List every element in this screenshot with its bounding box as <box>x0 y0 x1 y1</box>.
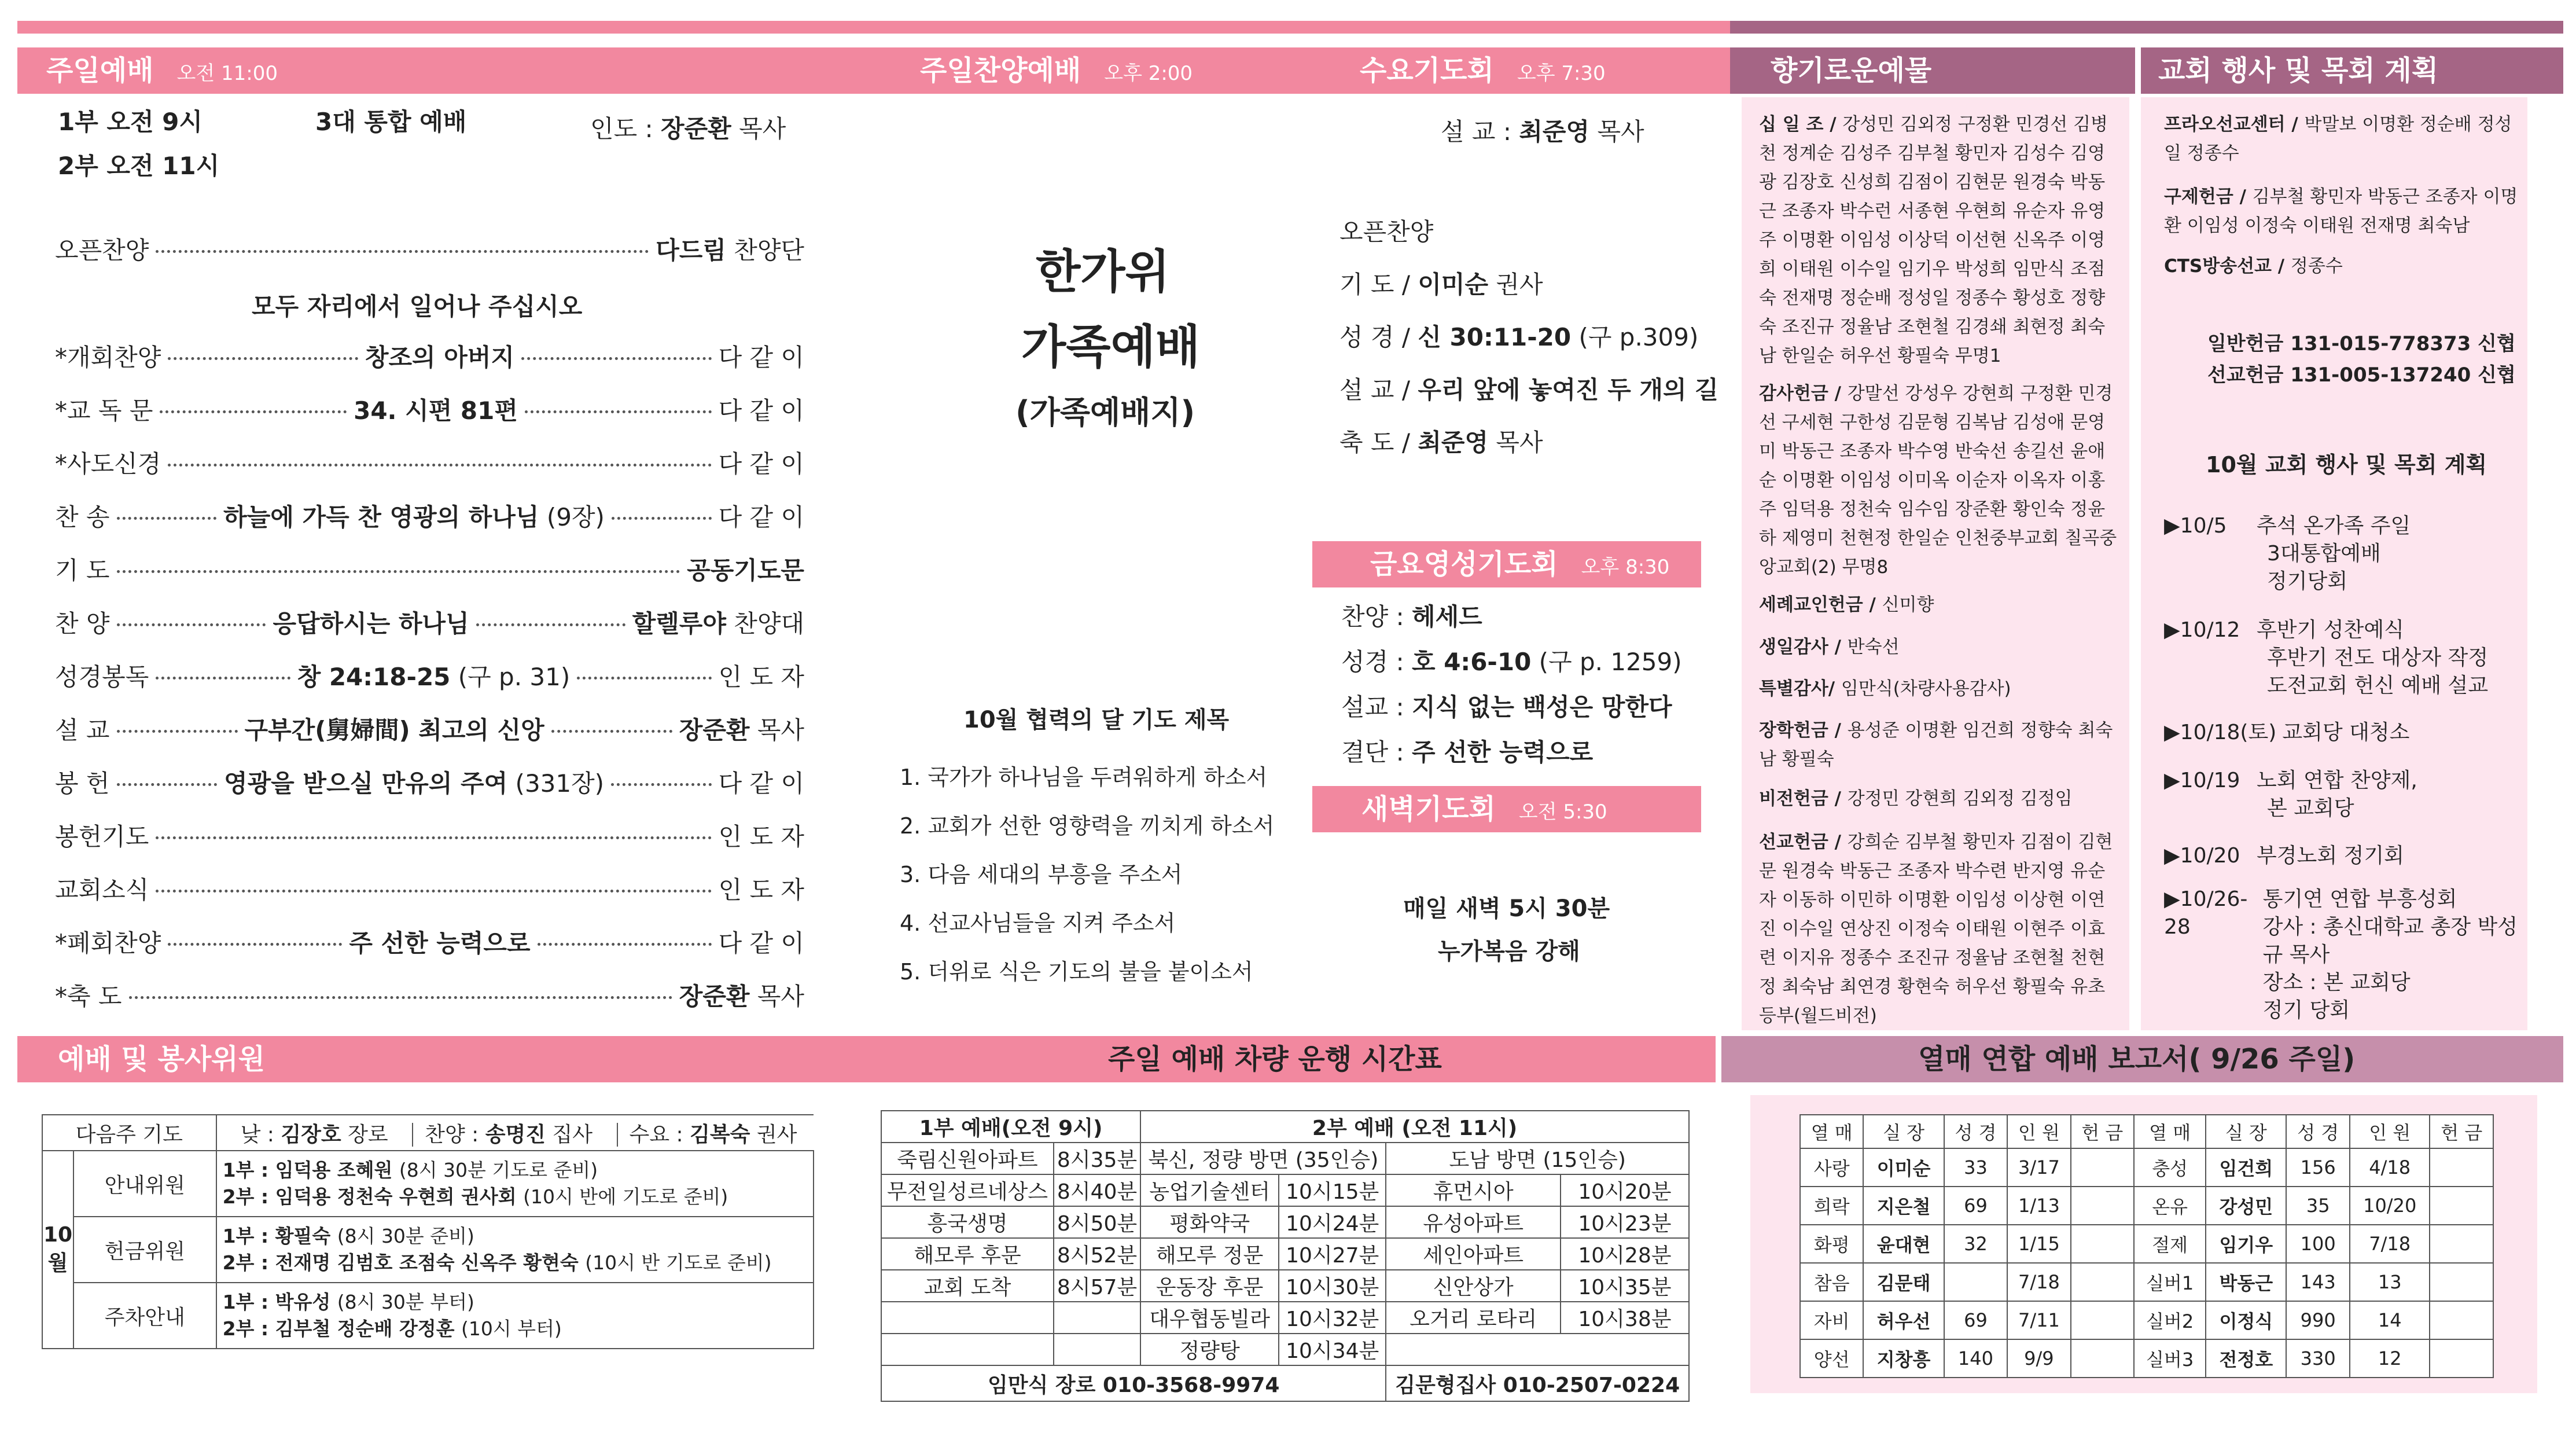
prayer-item: 4. 선교사님들을 지켜 주소서 <box>900 910 1176 936</box>
plan-lines: 교회당 대청소 <box>2282 721 2410 744</box>
events-header: 교회 행사 및 목회 계획 <box>2141 47 2563 94</box>
dotted-leader <box>168 357 358 360</box>
sunday-header-text: 주일예배 오전 11:00 <box>46 54 278 87</box>
committee-row <box>42 1151 814 1217</box>
order-row <box>55 711 804 746</box>
dotted-leader <box>476 623 625 626</box>
friday-item: 성경 : 호 4:6-10 (구 p. 1259) <box>1341 648 1682 676</box>
order-label: *개회찬양 <box>55 343 161 372</box>
second-service: 2부 오전 11시 <box>58 152 220 180</box>
plan-item <box>2164 512 2534 596</box>
prayer-title: 10월 협력의 달 기도 제목 <box>963 707 1230 733</box>
order-label: 찬 송 <box>55 503 110 531</box>
committee-duty: 1부 : 황필숙 (8시 30분 준비) 2부 : 전재명 김범호 조점숙 신옥주 황현숙 (10시 반 기도로 준비) <box>216 1217 814 1283</box>
general-account: 일반헌금 131-015-778373 신협 <box>2207 332 2516 355</box>
order-performer: 다 같 이 <box>718 503 805 531</box>
plan-date: ▶10/19 <box>2164 769 2240 792</box>
offering-group: 생일감사 / 반숙선 <box>1759 637 1900 658</box>
committee-duty: 1부 : 박유성 (8시 30분 부터) 2부 : 김부철 정순배 강정훈 (10시 부터) <box>216 1283 814 1349</box>
prayer-item: 1. 국가가 하나님을 두려워하게 하소서 <box>900 765 1268 790</box>
offering-group: 장학헌금 / 용성준 이명환 임건희 정향숙 최숙남 황필숙 <box>1759 720 2113 770</box>
vehicle-table <box>881 1110 1690 1402</box>
vehicle-row: 죽림신원아파트 8시35분 북신, 정량 방면 (35인승) 도남 방면 (15인승) <box>881 1143 1689 1174</box>
prayer-item: 3. 다음 세대의 부흥을 주소서 <box>900 862 1183 887</box>
order-label: 설 교 <box>55 716 110 744</box>
wed-item: 설 교 / 우리 앞에 놓여진 두 개의 길 <box>1339 376 1718 404</box>
order-content: 창 24:18-25 (구 p. 31) <box>297 663 571 691</box>
vehicle-row: 정량탕 10시34분 <box>881 1334 1689 1365</box>
vehicle-head-2: 2부 예배 (오전 11시) <box>1140 1111 1689 1143</box>
dotted-leader <box>525 410 712 413</box>
dotted-leader <box>156 890 711 893</box>
events-group: 프라오선교센터 / 박말보 이명환 정순배 정성일 정종수 <box>2164 114 2512 164</box>
order-row <box>55 924 804 959</box>
committee-header: 예배 및 봉사위원 <box>17 1036 848 1082</box>
order-label: *교 독 문 <box>55 396 153 425</box>
vehicle-contact-2: 김문형집사 010-2507-0224 <box>1386 1365 1689 1401</box>
first-service: 1부 오전 9시 <box>58 108 203 136</box>
order-performer: 공동기도문 <box>687 556 804 585</box>
order-row <box>55 818 804 853</box>
order-label: 오픈찬양 <box>55 236 149 265</box>
order-content: 응답하시는 하나님 <box>273 609 469 638</box>
plan-date: ▶10/26-28 <box>2164 887 2248 939</box>
order-performer: 장준환 목사 <box>679 982 804 1011</box>
dotted-leader <box>117 570 680 573</box>
friday-header: 금요영성기도회 오후 8:30 <box>1312 541 1701 587</box>
committee-month: 10월 <box>42 1151 73 1349</box>
report-row: 사랑 이미순 33 3/17 충성 임건희 156 4/18 <box>1800 1148 2493 1187</box>
dotted-leader <box>156 250 649 253</box>
stand-notice: 모두 자리에서 일어나 주십시오 <box>252 292 583 321</box>
order-content: 주 선한 능력으로 <box>349 929 531 957</box>
order-row <box>55 552 804 586</box>
order-content: 창조의 아버지 <box>365 343 514 372</box>
top-strip <box>17 21 1730 34</box>
order-label: 봉헌기도 <box>55 822 149 851</box>
order-performer: 인 도 자 <box>718 822 804 851</box>
report-row: 참음 김문태 7/18 실버1 박동근 143 13 <box>1800 1263 2493 1301</box>
order-performer: 인 도 자 <box>718 663 804 691</box>
offering-group: 비전헌금 / 강정민 강현희 김외정 김정임 <box>1759 788 2073 809</box>
plan-date: ▶10/18(토) <box>2164 721 2277 744</box>
top-strip-right <box>1730 21 2563 34</box>
order-performer: 할렐루야 찬양대 <box>632 609 805 638</box>
dotted-leader <box>521 357 712 360</box>
order-performer: 인 도 자 <box>718 876 804 904</box>
friday-item: 결단 : 주 선한 능력으로 <box>1341 738 1594 766</box>
plan-item <box>2164 719 2534 747</box>
vehicle-contact-1: 임만식 장로 010-3568-9974 <box>881 1365 1386 1401</box>
committee-role: 헌금위원 <box>73 1217 216 1283</box>
plan-lines: 통기연 연합 부흥성회 강사 : 총신대학교 총장 박성규 목사 장소 : 본 교회당 정기 당회 <box>2262 887 2518 1022</box>
dotted-leader <box>538 943 712 946</box>
order-label: *축 도 <box>55 982 122 1011</box>
plan-date: ▶10/20 <box>2164 844 2240 868</box>
order-row <box>55 498 804 533</box>
dotted-leader <box>156 677 290 680</box>
committee-duty: 1부 : 임덕용 조혜원 (8시 30분 기도로 준비) 2부 : 임덕용 정천숙 우현희 권사회 (10시 반에 기도로 준비) <box>216 1151 814 1217</box>
report-head-row: 열 매 실 장 성 경 인 원 헌 금 열 매 실 장 성 경 인 원 헌 금 <box>1800 1115 2493 1148</box>
dotted-leader <box>129 996 672 999</box>
prayer-item: 5. 더위로 식은 기도의 불을 붙이소서 <box>900 959 1253 985</box>
committee-row <box>42 1217 814 1283</box>
unified-service: 3대 통합 예배 <box>315 108 467 136</box>
dawn-line1: 매일 새벽 5시 30분 <box>1403 895 1610 922</box>
dotted-leader <box>117 623 266 626</box>
order-performer: 다드림 찬양단 <box>656 236 804 265</box>
offering-group: 감사헌금 / 강말선 강성우 강현희 구정환 민경선 구세현 구한성 김문형 김복남 김성애 문영미 박동근 조종자 박수영 반숙선 송길선 윤애순 이명환 이임성 이미옥 이순자 이옥자 이홍주 임덕용 정천숙 임수임 장준환 황인숙 정윤하 제영미 천현정 한일순 인천중부교회 칠곡중앙교회(2) 무명8 <box>1759 383 2117 578</box>
wed-item: 기 도 / 이미순 권사 <box>1339 270 1543 299</box>
vehicle-head-1: 1부 예배(오전 9시) <box>881 1111 1140 1143</box>
order-row <box>55 658 804 693</box>
praise-title1: 한가위 <box>1036 245 1170 299</box>
events-group: CTS방송선교 / 정종수 <box>2164 256 2343 277</box>
order-label: 기 도 <box>55 556 110 585</box>
praise-header-text: 주일찬양예배 오후 2:00 <box>920 54 1193 87</box>
order-label: 교회소식 <box>55 876 149 904</box>
sunday-leader: 인도 : 장준환 목사 <box>590 115 786 143</box>
plan-lines: 후반기 성찬예식 후반기 전도 대상자 작정 도전교회 헌신 예배 설교 <box>2257 618 2489 697</box>
dotted-leader <box>160 410 347 413</box>
order-content: 구부간(舅婦間) 최고의 신앙 <box>244 716 544 744</box>
order-row <box>55 392 804 427</box>
committee-role: 안내위원 <box>73 1151 216 1217</box>
events-group: 구제헌금 / 김부철 황민자 박동근 조종자 이명환 이임성 이정숙 이태원 전재명 최숙남 <box>2164 186 2518 236</box>
committee-role: 주차안내 <box>73 1283 216 1349</box>
wed-item: 오픈찬양 <box>1339 218 1434 246</box>
plan-title: 10월 교회 행사 및 목회 계획 <box>2206 452 2487 478</box>
order-label: 성경봉독 <box>55 663 149 691</box>
dotted-leader <box>577 677 711 680</box>
plan-date: ▶10/5 <box>2164 514 2227 538</box>
vehicle-row: 흥국생명 8시50분 평화약국 10시24분 유성아파트 10시23분 <box>881 1206 1689 1238</box>
dotted-leader <box>168 943 342 946</box>
offering-group: 선교헌금 / 강희순 김부철 황민자 김점이 김현문 원경숙 박동근 조종자 박수련 반지영 유순자 이동하 이민하 이명환 이임성 이상현 이연진 이수일 연상진 이정숙 이태원 이현주 이효련 이지유 정종수 조진규 정율남 조현철 천현정 최숙남 최연경 황현숙 허우선 황필숙 유초등부(월드비전) <box>1759 832 2113 1024</box>
order-row <box>55 232 804 266</box>
vehicle-row: 교회 도착 8시57분 운동장 후문 10시30분 신안상가 10시35분 <box>881 1270 1689 1302</box>
vehicle-header: 주일 예배 차량 운행 시간표 <box>848 1036 1716 1082</box>
dotted-leader <box>168 464 711 467</box>
order-label: 봉 헌 <box>55 769 110 798</box>
report-header: 열매 연합 예배 보고서( 9/26 주일) <box>1721 1036 2563 1082</box>
offering-group: 세례교인헌금 / 신미향 <box>1759 594 1934 615</box>
order-content: 34. 시편 81편 <box>354 396 518 425</box>
friday-item: 찬양 : 헤세드 <box>1341 603 1482 631</box>
order-performer: 다 같 이 <box>718 929 804 957</box>
plan-item <box>2164 767 2534 822</box>
order-performer: 다 같 이 <box>718 769 805 798</box>
vehicle-row: 무전일성르네상스 8시40분 농업기술센터 10시15분 휴먼시아 10시20분 <box>881 1174 1689 1206</box>
plan-lines: 노회 연합 찬양제, 본 교회당 <box>2257 769 2417 820</box>
report-row: 자비 허우선 69 7/11 실버2 이정식 990 14 <box>1800 1301 2493 1339</box>
praise-title2: 가족예배 <box>1021 320 1201 374</box>
dotted-leader <box>611 783 712 786</box>
next-prayer-values: 낮 : 김장호 장로 찬양 : 송명진 집사 수요 : 김복숙 권사 <box>216 1115 814 1151</box>
order-content: 영광을 받으실 만유의 주여 (331장) <box>224 769 605 798</box>
dawn-line2: 누가복음 강해 <box>1438 938 1580 965</box>
prayer-item: 2. 교회가 선한 영향력을 끼치게 하소서 <box>900 813 1275 839</box>
wed-item: 축 도 / 최준영 목사 <box>1339 428 1543 457</box>
wed-sermon: 설 교 : 최준영 목사 <box>1441 117 1644 146</box>
praise-title3: (가족예배지) <box>1015 394 1195 431</box>
order-label: 찬 양 <box>55 609 110 638</box>
dotted-leader <box>612 517 712 520</box>
report-row: 희락 지은철 69 1/13 온유 강성민 35 10/20 <box>1800 1187 2493 1225</box>
friday-item: 설교 : 지식 없는 백성은 망한다 <box>1341 693 1672 721</box>
order-performer: 장준환 목사 <box>679 716 805 744</box>
order-row <box>55 445 804 480</box>
order-row <box>55 978 804 1012</box>
report-row: 양선 지창흥 140 9/9 실버3 전정호 330 12 <box>1800 1339 2493 1378</box>
offering-group: 특별감사/ 임만식(차량사용감사) <box>1759 678 2011 699</box>
plan-lines: 부경노회 정기회 <box>2257 844 2404 868</box>
plan-item <box>2164 842 2534 870</box>
dotted-leader <box>117 783 218 786</box>
offering-header: 향기로운예물 <box>1730 47 2135 94</box>
mission-account: 선교헌금 131-005-137240 신협 <box>2207 363 2516 387</box>
dotted-leader <box>156 836 711 839</box>
order-performer: 다 같 이 <box>718 343 804 372</box>
order-label: *사도신경 <box>55 450 161 478</box>
dawn-header: 새벽기도회 오전 5:30 <box>1312 786 1701 832</box>
wed-item: 성 경 / 신 30:11-20 (구 p.309) <box>1339 323 1699 351</box>
order-row <box>55 605 804 640</box>
order-row <box>55 339 804 373</box>
order-row <box>55 871 804 906</box>
vehicle-row: 해모루 후문 8시52분 해모루 정문 10시27분 세인아파트 10시28분 <box>881 1238 1689 1270</box>
plan-item <box>2164 616 2534 700</box>
order-performer: 다 같 이 <box>718 450 804 478</box>
committee-table <box>42 1114 814 1349</box>
plan-date: ▶10/12 <box>2164 618 2240 642</box>
offering-group: 십 일 조 / 강성민 김외정 구정환 민경선 김병천 정계순 김성주 김부철 황민자 김성수 김영광 김장호 신성희 김점이 김현문 원경숙 박동근 조종자 박수런 서종현 우현희 유순자 유영주 이명환 이임성 이상덕 이선현 신옥주 이영희 이태원 이수일 임기우 박성희 임만식 조점숙 전재명 정순배 정성일 정종수 황성호 정향숙 조진규 정율남 조현철 김경쇄 최현정 최숙남 한일순 허우선 황필숙 무명1 <box>1759 114 2108 366</box>
dotted-leader <box>117 517 217 520</box>
order-content: 하늘에 가득 찬 영광의 하나님 (9장) <box>223 503 605 531</box>
dotted-leader <box>551 730 672 733</box>
order-label: *폐회찬양 <box>55 929 161 957</box>
plan-lines: 추석 온가족 주일 3대통합예배 정기당회 <box>2257 514 2411 593</box>
order-performer: 다 같 이 <box>718 396 804 425</box>
next-prayer-label: 다음주 기도 <box>42 1115 216 1151</box>
plan-item <box>2164 886 2534 1024</box>
report-table <box>1799 1114 2494 1378</box>
dotted-leader <box>117 730 238 733</box>
wed-header-text: 수요기도회 오후 7:30 <box>1360 54 1606 87</box>
vehicle-row: 대우협동빌라 10시32분 오거리 로타리 10시38분 <box>881 1302 1689 1334</box>
order-row <box>55 765 804 799</box>
committee-row <box>42 1283 814 1349</box>
report-row: 화평 윤대현 32 1/15 절제 임기우 100 7/18 <box>1800 1225 2493 1263</box>
